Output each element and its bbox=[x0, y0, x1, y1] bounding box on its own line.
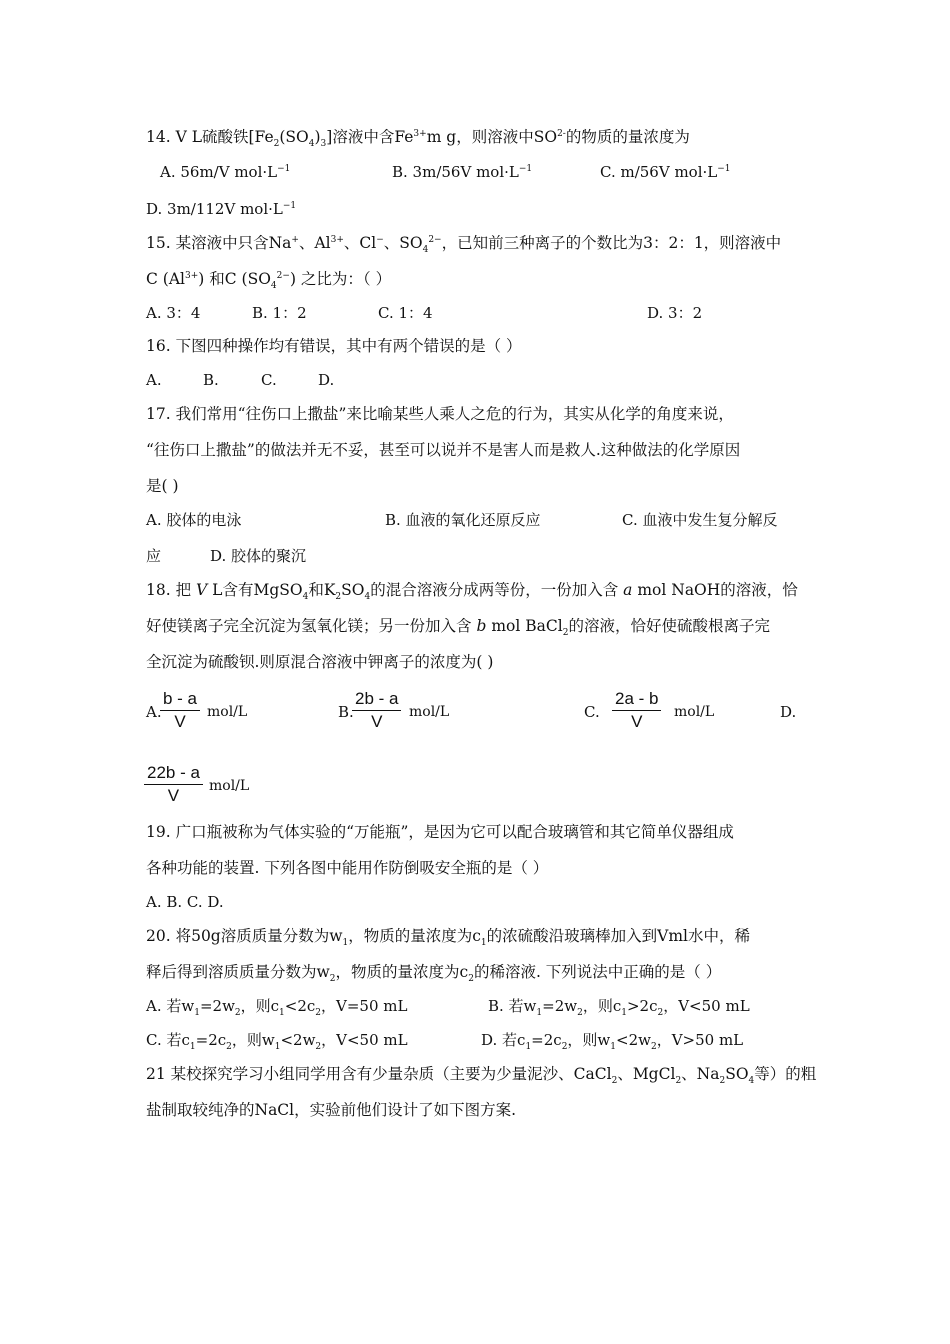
question-20-option-c: C. 若$c_1=2c_2$，则$w_1<2w_2$，V<50 mL bbox=[146, 1031, 408, 1052]
question-17-option-a: A. 胶体的电泳 bbox=[146, 511, 242, 529]
question-20-line-1: 20. 将50g溶质质量分数为$w_1$，物质的量浓度为$c_1$的浓硫酸沿玻璃棒加入到Vml水中，稀 bbox=[146, 927, 751, 949]
question-18-option-a-label: A. bbox=[146, 703, 162, 721]
question-20-option-b: B. 若$w_1=2w_2$，则$c_1>2c_2$，V<50 mL bbox=[488, 997, 750, 1018]
question-17-option-c: C. 血液中发生复分解反 bbox=[622, 511, 778, 529]
question-18-option-a-unit: mol/L bbox=[207, 704, 248, 720]
question-15-option-c: C. 1：4 bbox=[378, 304, 433, 322]
question-18-line-3: 全沉淀为硫酸钡.则原混合溶液中钾离子的浓度为( ) bbox=[146, 653, 494, 671]
question-17-option-b: B. 血液的氧化还原反应 bbox=[385, 511, 541, 529]
question-18-option-d-unit: mol/L bbox=[209, 778, 250, 794]
question-15-option-a: A. 3：4 bbox=[146, 304, 201, 322]
question-18-option-d-label: D. bbox=[780, 703, 797, 721]
question-16-option-a: A. bbox=[146, 371, 162, 389]
question-17-line-2: “往伤口上撒盐”的做法并无不妥，甚至可以说并不是害人而是救人.这种做法的化学原因 bbox=[146, 441, 741, 459]
question-18-option-b-label: B. bbox=[338, 703, 354, 721]
question-15-option-b: B. 1：2 bbox=[252, 304, 307, 322]
question-18-option-d-fraction: $\frac{22b - a}{V}$ bbox=[144, 762, 203, 807]
question-18-line-1: 18. 把 V L含有MgSO$_4$和$K_2SO_4$的混合溶液分成两等份，一份加入含 a mol NaOH的溶液，恰 bbox=[146, 581, 798, 603]
question-16-option-c: C. bbox=[261, 371, 277, 389]
question-17-option-c-continued: 应 bbox=[146, 547, 162, 565]
question-20-option-a: A. 若$w_1=2w_2$，则$c_1<2c_2$，V=50 mL bbox=[146, 997, 408, 1018]
question-16-option-d: D. bbox=[318, 371, 335, 389]
question-17-line-1: 17. 我们常用“往伤口上撒盐”来比喻某些人乘人之危的行为，其实从化学的角度来说， bbox=[146, 405, 734, 423]
question-14-option-c: C. m/56V $mol\cdot L^{-1}$ bbox=[600, 163, 731, 181]
question-15-line-1: 15. 某溶液中只含Na+、$Al^{3+}$、Cl−、$SO_4^{2-}$，已知前三种离子的个数比为3：2：1，则溶液中 bbox=[146, 234, 782, 256]
question-19-options: A. B. C. D. bbox=[146, 893, 224, 911]
question-14-stem: 14. V L硫酸铁$[Fe_2(SO_4)_3]$溶液中含$Fe^{3+}m$ g，则溶液中$SO^{2-}$的物质的量浓度为 bbox=[146, 128, 690, 150]
question-18-option-c-label: C. bbox=[584, 703, 600, 721]
question-14-option-b: B. 3m/56V $mol\cdot L^{-1}$ bbox=[392, 163, 533, 181]
question-20-option-d: D. 若$c_1=2c_2$，则$w_1<2w_2$，V>50 mL bbox=[481, 1031, 744, 1052]
question-14-option-d: D. 3m/112V $mol\cdot L^{-1}$ bbox=[146, 200, 297, 218]
question-20-line-2: 释后得到溶质质量分数为$w_2$，物质的量浓度为$c_2$的稀溶液. 下列说法中正确的是（ ） bbox=[146, 963, 722, 985]
question-18-option-b-fraction: $\frac{2b - a}{V}$ bbox=[352, 688, 401, 733]
question-21-line-2: 盐制取较纯净的NaCl，实验前他们设计了如下图方案. bbox=[146, 1101, 517, 1119]
question-18-option-a-fraction: $\frac{b - a}{V}$ bbox=[160, 688, 200, 733]
question-17-option-d: D. 胶体的聚沉 bbox=[210, 547, 307, 565]
question-16-option-b: B. bbox=[203, 371, 219, 389]
question-18-option-c-unit: mol/L bbox=[674, 704, 715, 720]
question-17-line-3: 是( ) bbox=[146, 477, 179, 495]
question-19-line-1: 19. 广口瓶被称为气体实验的“万能瓶”，是因为它可以配合玻璃管和其它简单仪器组成 bbox=[146, 823, 734, 841]
question-21-line-1: 21 某校探究学习小组同学用含有少量杂质（主要为少量泥沙、CaCl$_2$、MgCl$_2$、$Na_2SO_4$等）的粗 bbox=[146, 1065, 817, 1087]
question-18-option-c-fraction: $\frac{2a - b}{V}$ bbox=[612, 688, 661, 733]
question-15-line-2: C $(Al^{3+})$ 和C $(SO_4^{2-})$ 之比为：（ ） bbox=[146, 270, 392, 292]
question-18-line-2: 好使镁离子完全沉淀为氢氧化镁；另一份加入含 b mol BaCl$_2$的溶液，恰好使硫酸根离子完 bbox=[146, 617, 770, 639]
question-18-option-b-unit: mol/L bbox=[409, 704, 450, 720]
question-16-stem: 16. 下图四种操作均有错误，其中有两个错误的是（ ） bbox=[146, 337, 522, 355]
question-19-line-2: 各种功能的装置. 下列各图中能用作防倒吸安全瓶的是（ ） bbox=[146, 859, 549, 877]
question-14-option-a: A. 56m/V $mol\cdot L^{-1}$ bbox=[160, 163, 291, 181]
question-15-option-d: D. 3：2 bbox=[647, 304, 703, 322]
